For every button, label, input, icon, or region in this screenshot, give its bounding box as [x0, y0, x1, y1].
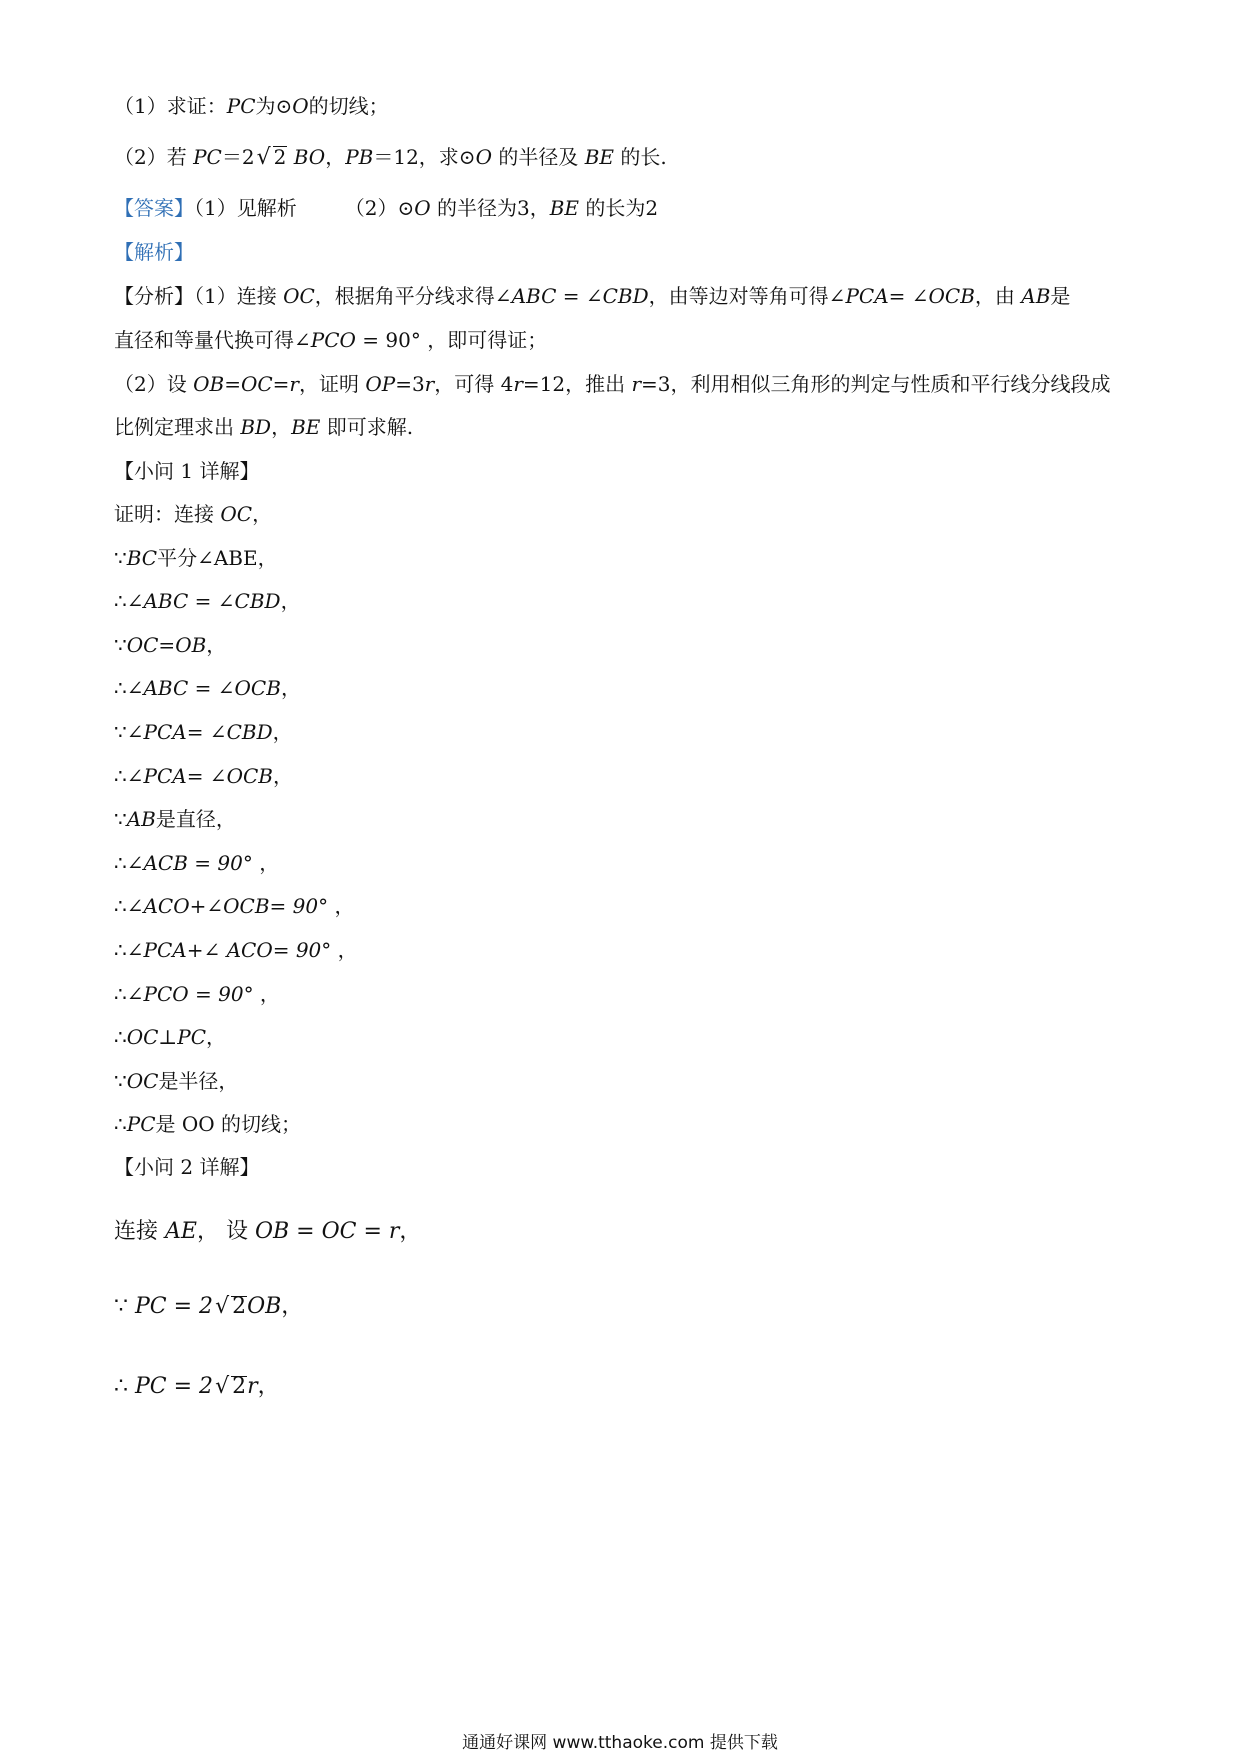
answer-tag: 【答案】 — [114, 196, 194, 220]
question-1: （1）求证：PC为⊙O的切线； — [114, 94, 389, 118]
analysis-line-3: （2）设 OB=OC=r，证明 OP=3r，可得 4r=12，推出 r=3，利用相似三角形的判定与性质和平行线分线段成 — [114, 372, 1111, 396]
subquestion-2-heading: 【小问 2 详解】 — [114, 1155, 260, 1179]
proof-step: ∴OC⊥PC， — [114, 1025, 227, 1049]
proof-step: ∴∠ACB = 90° ， — [114, 851, 280, 875]
subquestion-1-heading: 【小问 1 详解】 — [114, 459, 260, 483]
proof-step: ∴PC是 OO 的切线； — [114, 1112, 302, 1136]
proof-step: ∵∠PCA= ∠CBD， — [114, 720, 293, 744]
proof-step: ∵AB是直径， — [114, 807, 236, 831]
analysis-tag: 【解析】 — [114, 240, 194, 264]
solution-2-line-2: ∵ PC = 2√ 2OB， — [114, 1294, 304, 1319]
page-footer: 通通好课网 www.tthaoke.com 提供下载 — [462, 1733, 778, 1753]
proof-step: ∵OC是半径， — [114, 1069, 239, 1093]
proof-step: ∴∠ABC = ∠CBD， — [114, 589, 301, 613]
proof-step: ∴∠ACO+∠OCB= 90° ， — [114, 894, 355, 918]
proof-step: ∵BC平分∠ABE， — [114, 546, 278, 570]
proof-step: ∴∠PCA= ∠OCB， — [114, 764, 293, 788]
proof-step: ∴∠PCA+∠ ACO= 90° ， — [114, 938, 358, 962]
solution-2-line-1: 连接 AE， 设 OB = OC = r， — [114, 1219, 422, 1244]
proof-step: ∴∠ABC = ∠OCB， — [114, 676, 301, 700]
proof-step: 证明：连接 OC， — [114, 502, 273, 526]
question-2: （2）若 PC＝2√ 2 BO，PB＝12，求⊙O 的半径及 BE 的长. — [114, 145, 667, 170]
analysis-line-1: 【分析】（1）连接 OC，根据角平分线求得∠ABC = ∠CBD，由等边对等角可得∠PCA= ∠OCB，由 AB是 — [114, 284, 1071, 308]
analysis-line-4: 比例定理求出 BD，BE 即可求解. — [114, 415, 414, 439]
answer-line: 【答案】（1）见解析 （2）⊙O 的半径为3，BE 的长为2 — [114, 196, 659, 220]
proof-step: ∴∠PCO = 90° ， — [114, 982, 280, 1006]
solution-2-line-3: ∴ PC = 2√ 2r， — [114, 1374, 280, 1399]
proof-step: ∵OC=OB， — [114, 633, 227, 657]
analysis-line-2: 直径和等量代换可得∠PCO = 90° ，即可得证； — [114, 328, 548, 352]
